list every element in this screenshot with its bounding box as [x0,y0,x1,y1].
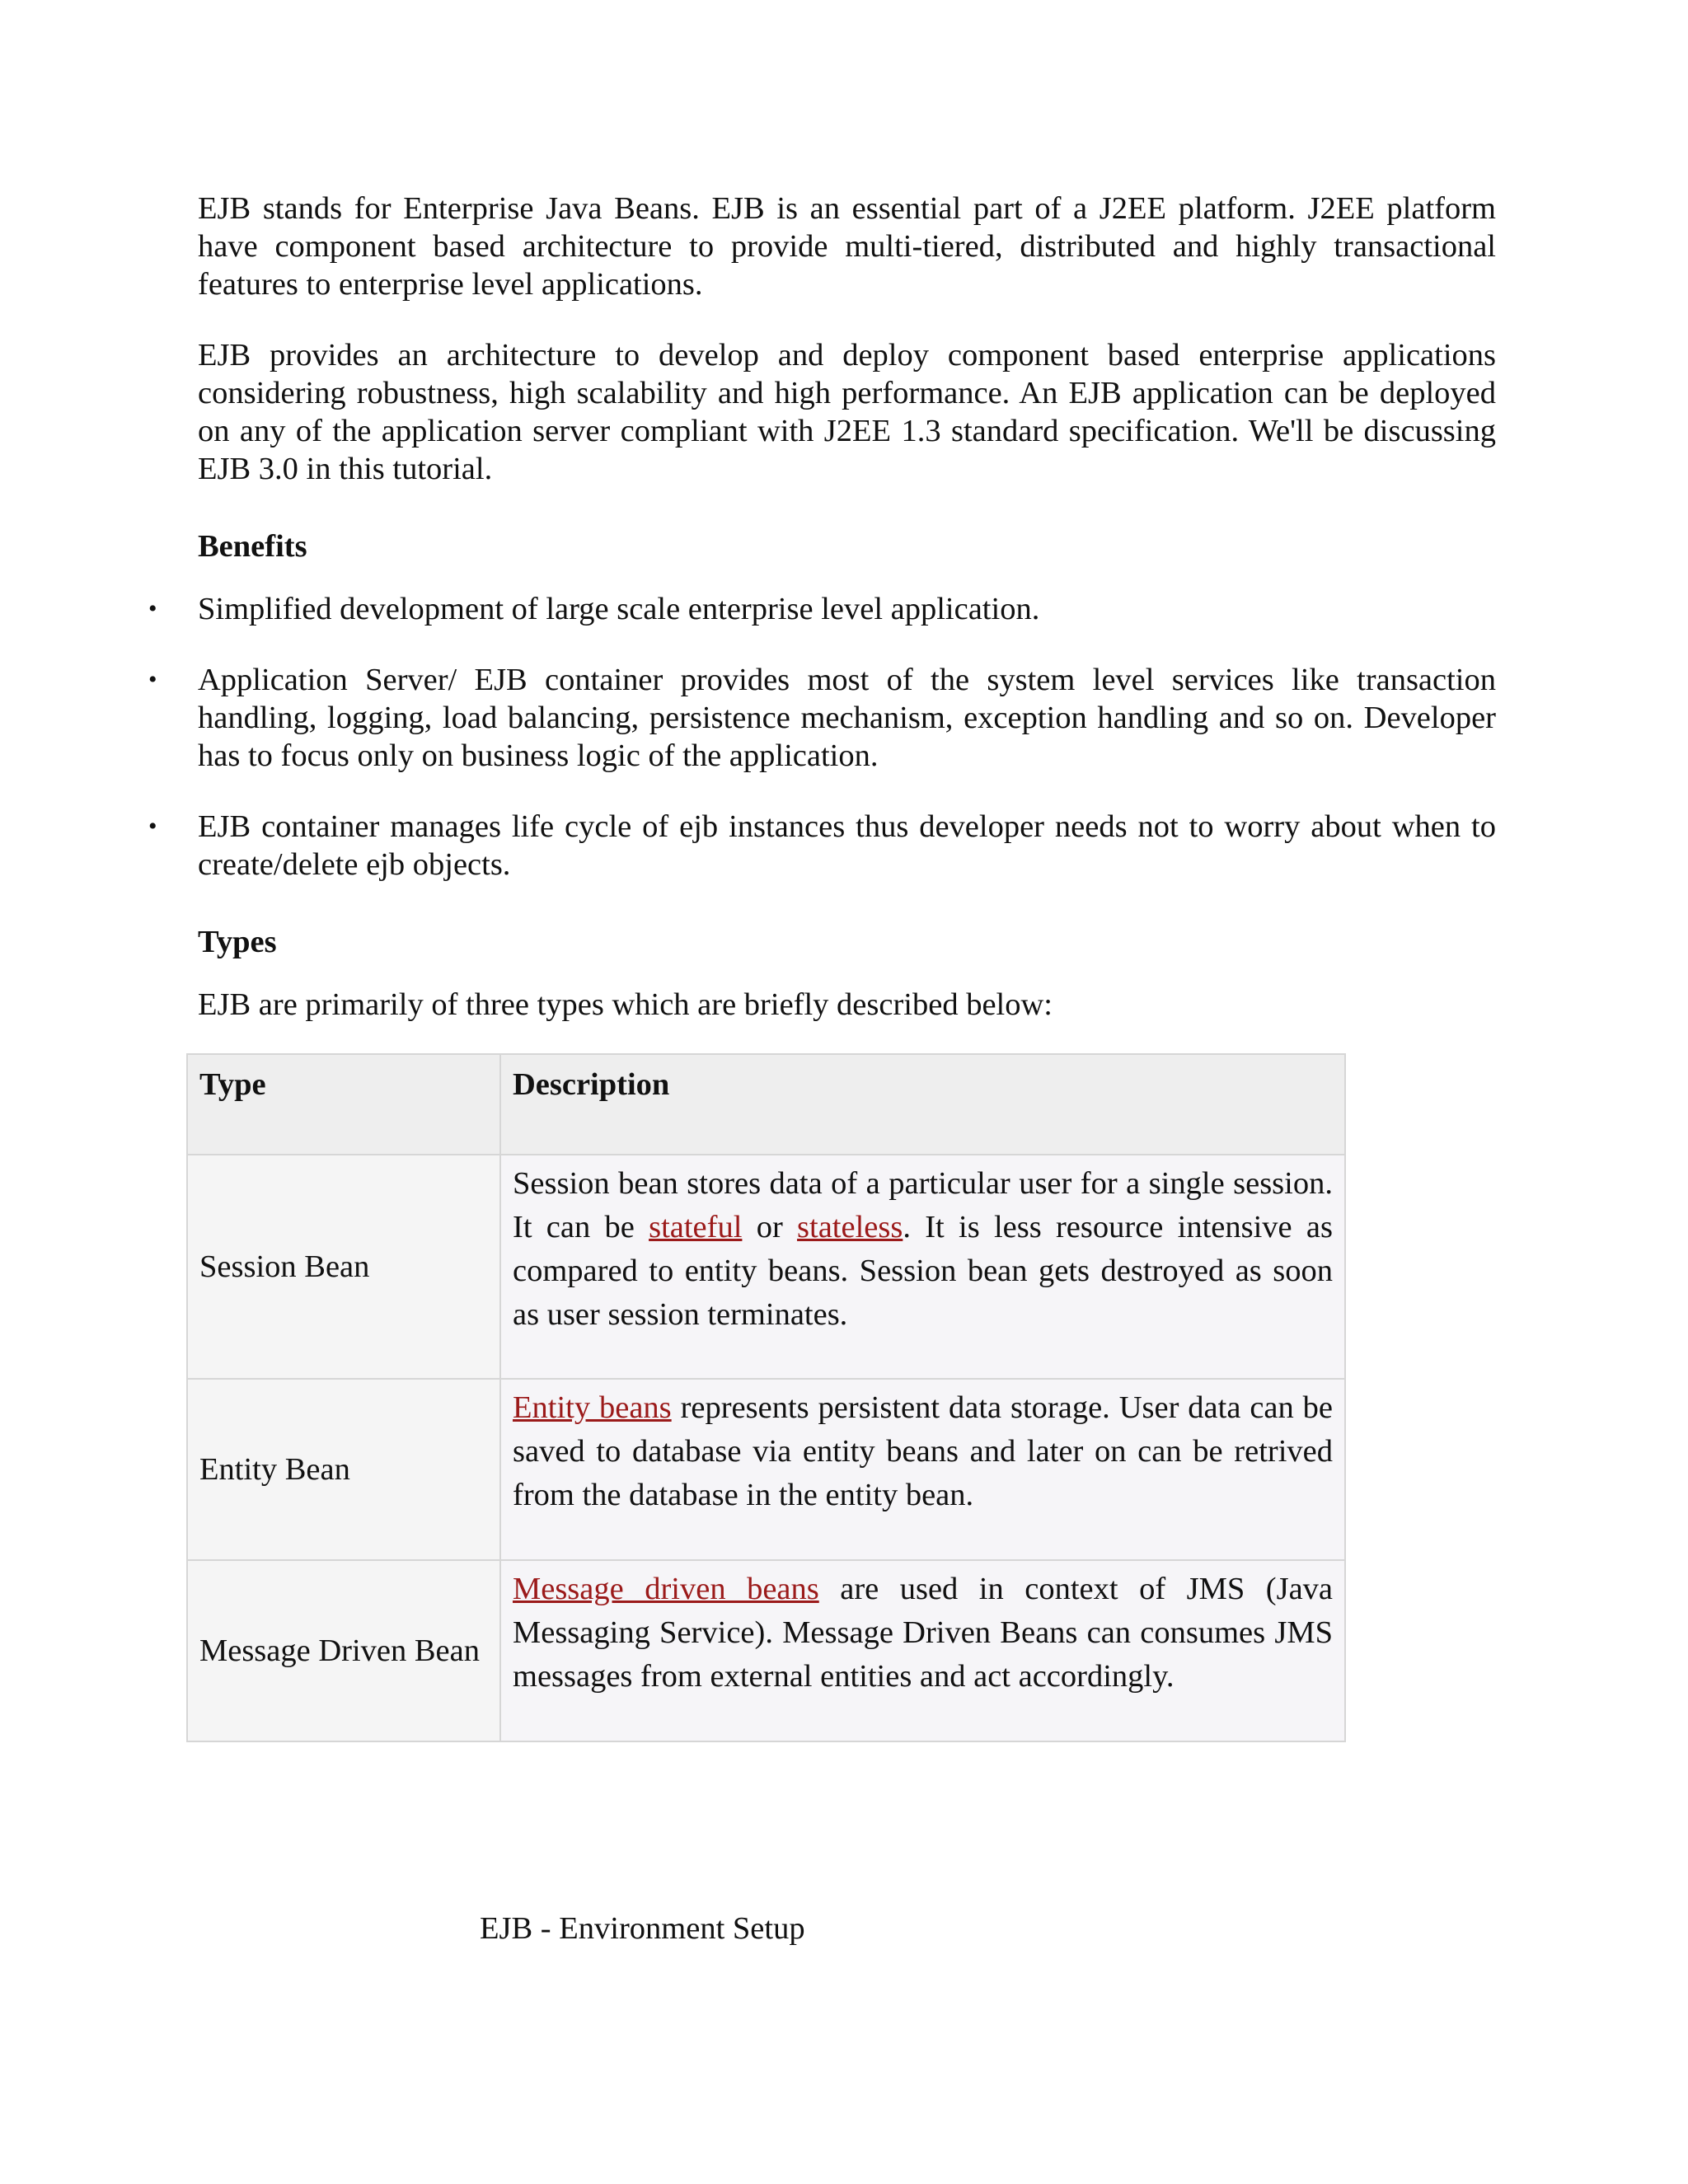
list-item [148,590,1496,628]
bullet-icon: • [148,813,157,840]
bullet-icon: • [148,595,157,622]
table-header-row [187,1054,1345,1155]
desc-text: are used in context of JMS (Java Messaging Service). Message Driven Beans can consumes JMS messages from external entities and act accordingly. [513,1572,1333,1694]
header-description: Description [500,1054,1345,1155]
benefits-heading: Benefits [198,529,307,564]
message-driven-beans-link[interactable]: Message driven beans [513,1572,819,1606]
header-type: Type [187,1054,500,1155]
list-item [148,808,1496,883]
description-cell [500,1379,1345,1560]
benefits-list [148,590,1496,883]
types-heading: Types [198,925,277,959]
benefit-text: EJB container manages life cycle of ejb instances thus developer needs not to worry about when to create/delete ejb objects. [198,809,1496,882]
benefit-text: Application Server/ EJB container provides most of the system level services like transaction handling, logging, load balancing, persistence mechanism, exception handling and so on. Developer has to focus only on business logic of the application. [198,663,1496,773]
table-row [187,1155,1345,1379]
type-cell: Message Driven Bean [187,1560,500,1741]
benefit-text: Simplified development of large scale enterprise level application. [198,592,1040,626]
desc-text: . It is less resource intensive as compared to entity beans. Session bean gets destroyed as soon as user session terminates. [513,1210,1333,1332]
entity-beans-link[interactable]: Entity beans [513,1390,672,1425]
stateful-link[interactable]: stateful [649,1210,743,1244]
description-cell [500,1560,1345,1741]
next-section-title: EJB - Environment Setup [480,1911,805,1946]
intro-paragraph-1: EJB stands for Enterprise Java Beans. EJB is an essential part of a J2EE platform. J2EE platform have component based architecture to provide multi-tiered, distributed and highly transactional features to enterprise level applications. [198,191,1496,302]
types-table [186,1053,1346,1742]
type-cell: Entity Bean [187,1379,500,1560]
desc-text: Session bean stores data of a particular user for a single session. It can be [513,1166,1333,1244]
desc-text: or [742,1210,798,1244]
document-page [148,190,1496,1742]
type-cell: Session Bean [187,1155,500,1379]
table-row [187,1560,1345,1741]
stateless-link[interactable]: stateless [797,1210,903,1244]
types-intro: EJB are primarily of three types which are briefly described below: [198,987,1053,1022]
intro-paragraph-2: EJB provides an architecture to develop and deploy component based enterprise applications considering robustness, high scalability and high performance. An EJB application can be deployed on any of the application server compliant with J2EE 1.3 standard specification. We'll be discussing EJB 3.0 in this tutorial. [198,338,1496,486]
desc-text: represents persistent data storage. User data can be saved to database via entity beans and later on can be retrived from the database in the entity bean. [513,1390,1333,1512]
table-row [187,1379,1345,1560]
description-cell [500,1155,1345,1379]
list-item [148,661,1496,775]
bullet-icon: • [148,666,157,693]
